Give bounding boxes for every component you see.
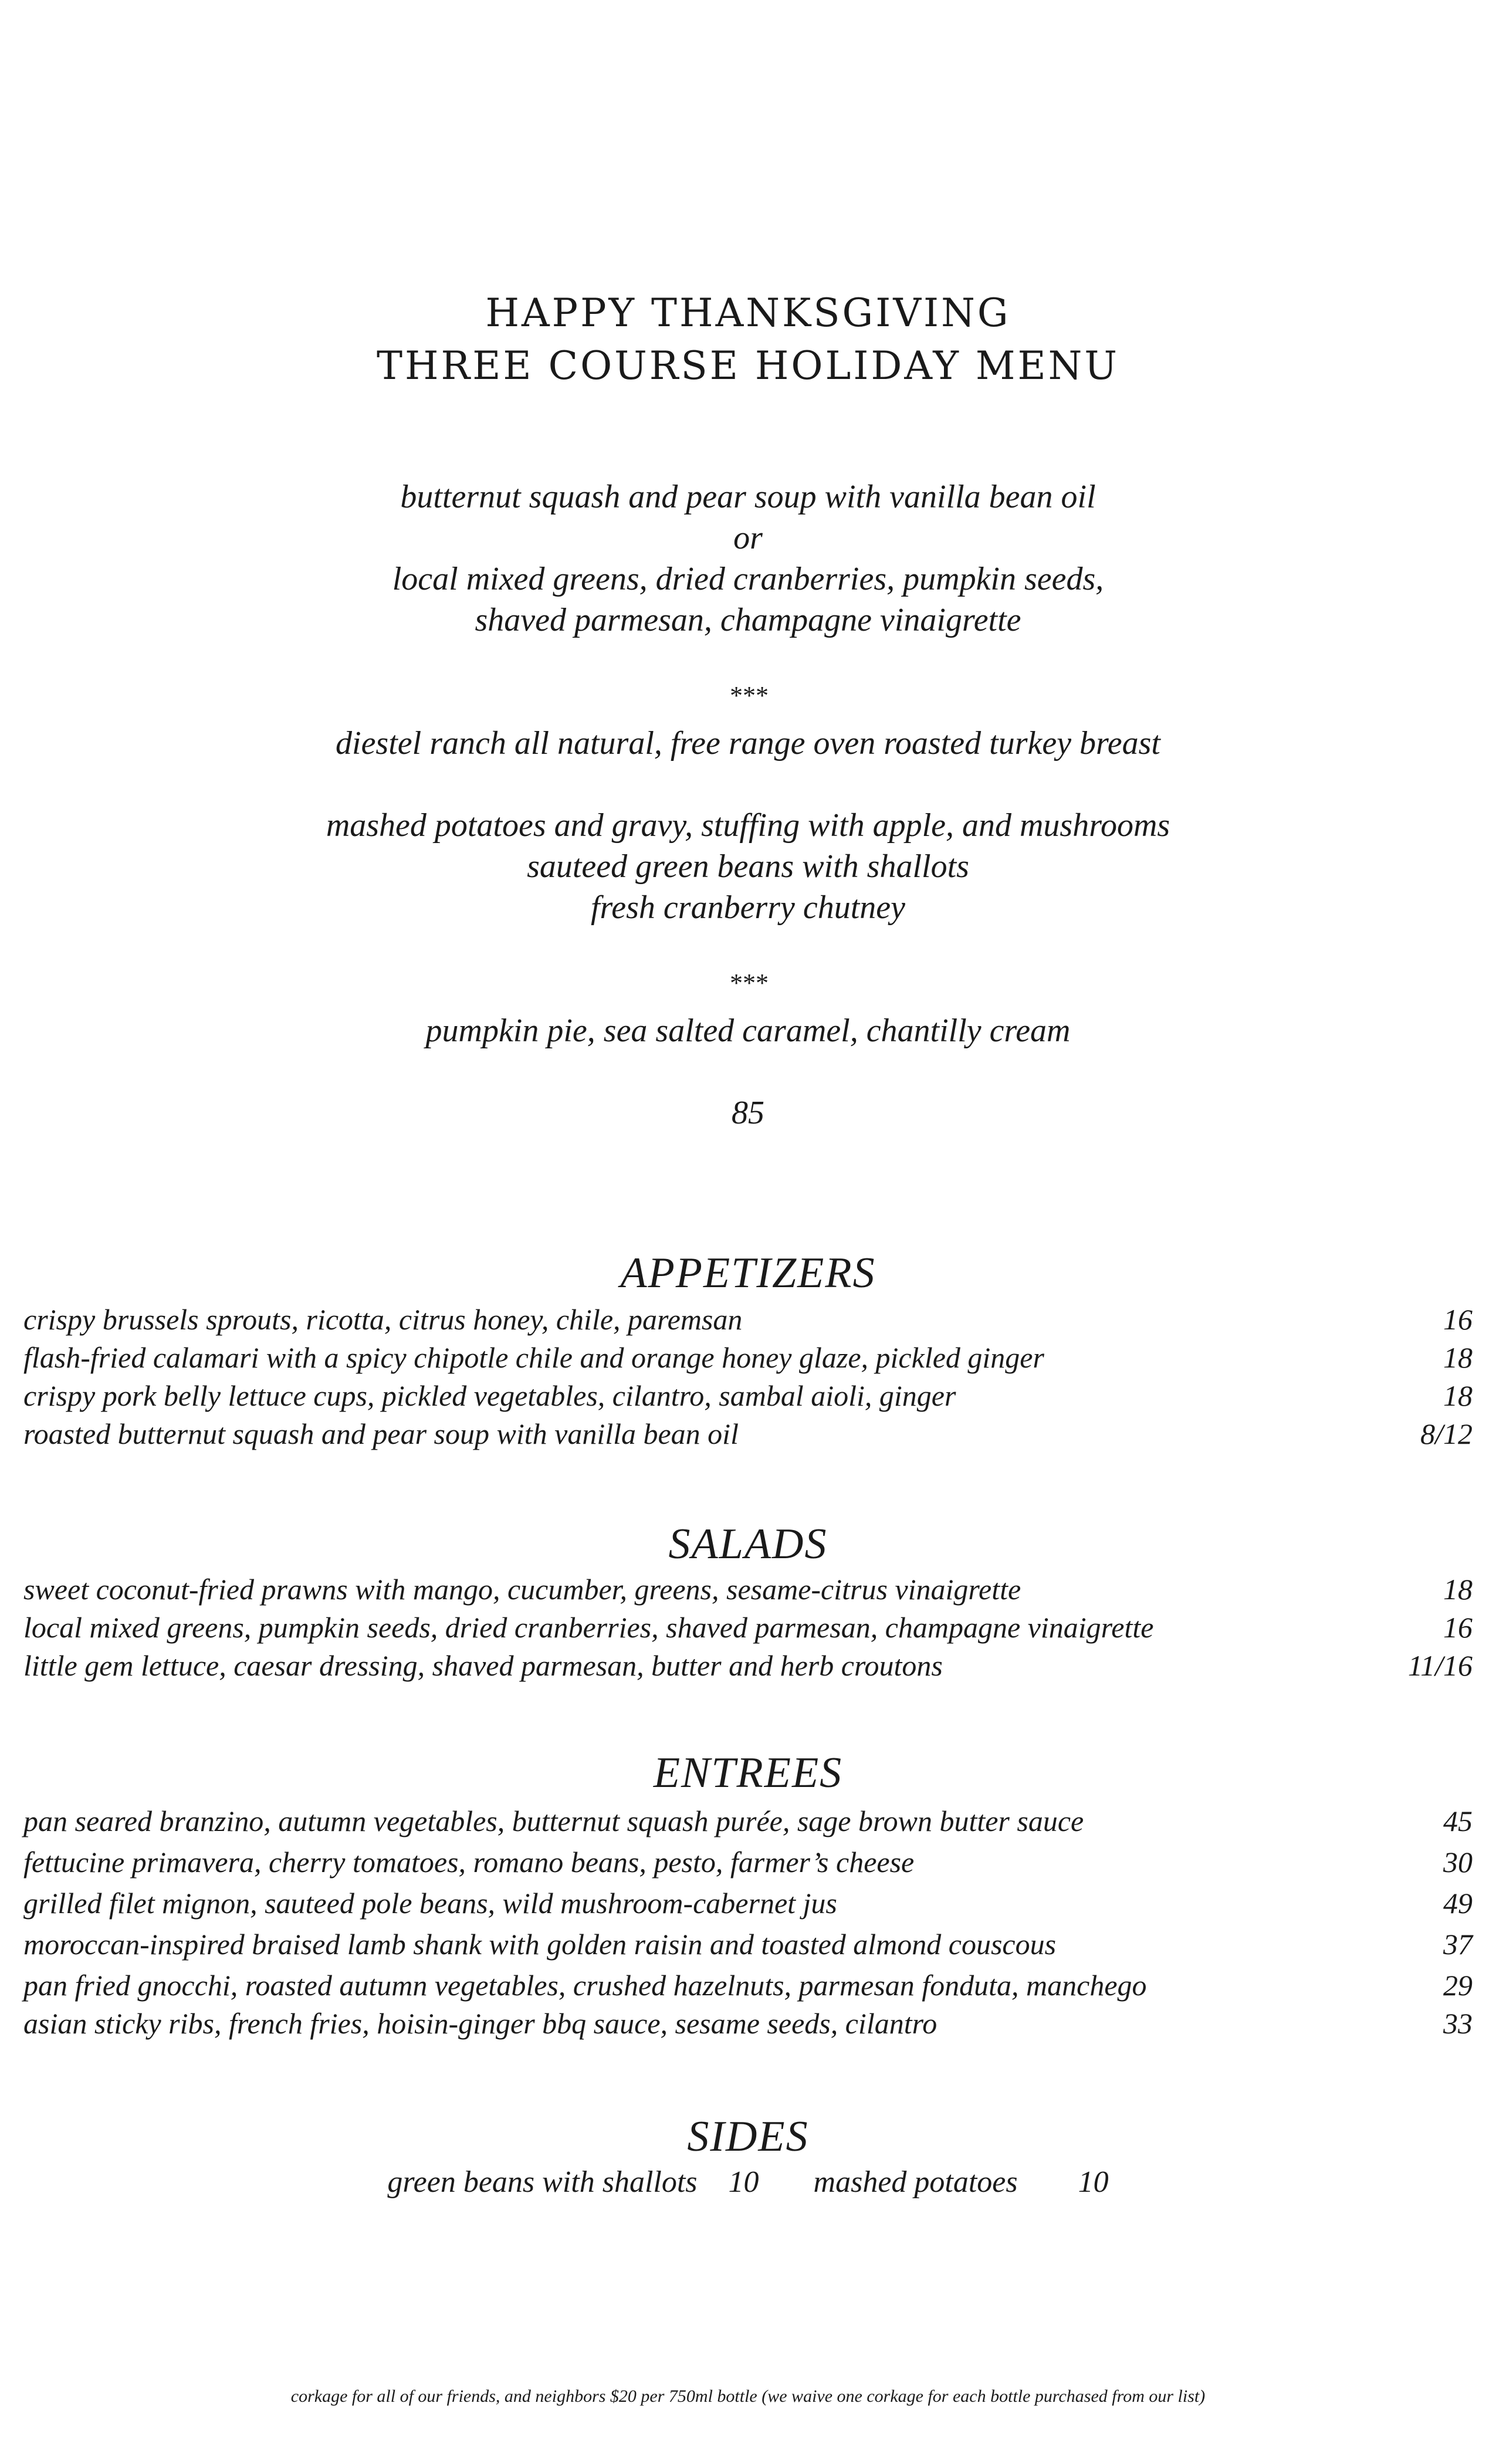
prix-fixe-main: diestel ranch all natural, free range oven roasted turkey breast	[336, 725, 1160, 761]
item-price: 18	[1443, 1379, 1473, 1412]
section-title-entrees: ENTREES	[653, 1749, 843, 1797]
item-price: 18	[1443, 1341, 1473, 1374]
course-separator: ***	[729, 681, 767, 710]
item-price: 45	[1443, 1805, 1473, 1837]
prix-fixe-first-course: butternut squash and pear soup with vanilla bean oil	[400, 479, 1096, 515]
item-price: 16	[1443, 1303, 1473, 1336]
side-price: 10	[1078, 2165, 1109, 2199]
item-price: 30	[1443, 1846, 1473, 1879]
section-title-sides: SIDES	[687, 2113, 809, 2161]
section-title-salads: SALADS	[668, 1520, 828, 1568]
sides-line	[0, 2165, 1496, 2199]
item-price: 8/12	[1420, 1417, 1473, 1450]
item-price: 49	[1443, 1887, 1473, 1920]
side-item: green beans with shallots	[387, 2165, 698, 2199]
menu-title: HAPPY THANKSGIVING	[485, 290, 1011, 336]
prix-fixe-dessert: pumpkin pie, sea salted caramel, chantilly cream	[425, 1013, 1071, 1049]
prix-fixe-price: 85	[732, 1095, 764, 1131]
prix-fixe-first-course-alt: local mixed greens, dried cranberries, pumpkin seeds,	[392, 561, 1104, 597]
prix-fixe-first-course-alt-2: shaved parmesan, champagne vinaigrette	[475, 602, 1021, 638]
item-description: fettucine primavera, cherry tomatoes, romano beans, pesto, farmer’s cheese	[23, 1846, 915, 1879]
item-description: roasted butternut squash and pear soup with vanilla bean oil	[23, 1417, 739, 1450]
prix-fixe-side: sauteed green beans with shallots	[527, 848, 969, 885]
item-price: 18	[1443, 1573, 1473, 1606]
item-description: moroccan-inspired braised lamb shank with golden raisin and toasted almond couscous	[23, 1928, 1057, 1961]
side-price: 10	[728, 2165, 759, 2199]
item-description: crispy brussels sprouts, ricotta, citrus honey, chile, paremsan	[23, 1303, 743, 1336]
course-separator: ***	[729, 969, 767, 997]
section-title-appetizers: APPETIZERS	[620, 1249, 876, 1297]
prix-fixe-or: or	[733, 520, 763, 556]
item-description: local mixed greens, pumpkin seeds, dried cranberries, shaved parmesan, champagne vinaigrette	[23, 1611, 1154, 1644]
item-description: crispy pork belly lettuce cups, pickled vegetables, cilantro, sambal aioli, ginger	[23, 1379, 956, 1412]
prix-fixe-side: mashed potatoes and gravy, stuffing with apple, and mushrooms	[326, 807, 1170, 844]
item-description: flash-fried calamari with a spicy chipotle chile and orange honey glaze, pickled ginger	[23, 1341, 1044, 1374]
item-description: sweet coconut-fried prawns with mango, cucumber, greens, sesame-citrus vinaigrette	[23, 1573, 1021, 1606]
item-description: asian sticky ribs, french fries, hoisin-ginger bbq sauce, sesame seeds, cilantro	[23, 2007, 937, 2040]
item-price: 16	[1443, 1611, 1473, 1644]
item-description: pan seared branzino, autumn vegetables, butternut squash purée, sage brown butter sauce	[23, 1805, 1084, 1837]
item-description: little gem lettuce, caesar dressing, shaved parmesan, butter and herb croutons	[23, 1649, 943, 1682]
side-item: mashed potatoes	[813, 2165, 1018, 2199]
menu-subtitle: THREE COURSE HOLIDAY MENU	[376, 343, 1120, 388]
corkage-note: corkage for all of our friends, and neighbors $20 per 750ml bottle (we waive one corkage for each bottle purchased from our list)	[290, 2387, 1206, 2406]
item-description: grilled filet mignon, sauteed pole beans, wild mushroom-cabernet jus	[23, 1887, 837, 1920]
item-price: 29	[1443, 1969, 1473, 2002]
prix-fixe-side: fresh cranberry chutney	[591, 889, 905, 926]
item-description: pan fried gnocchi, roasted autumn vegetables, crushed hazelnuts, parmesan fonduta, manchego	[23, 1969, 1147, 2002]
item-price: 37	[1443, 1928, 1473, 1961]
item-price: 11/16	[1407, 1649, 1473, 1682]
item-price: 33	[1443, 2007, 1473, 2040]
